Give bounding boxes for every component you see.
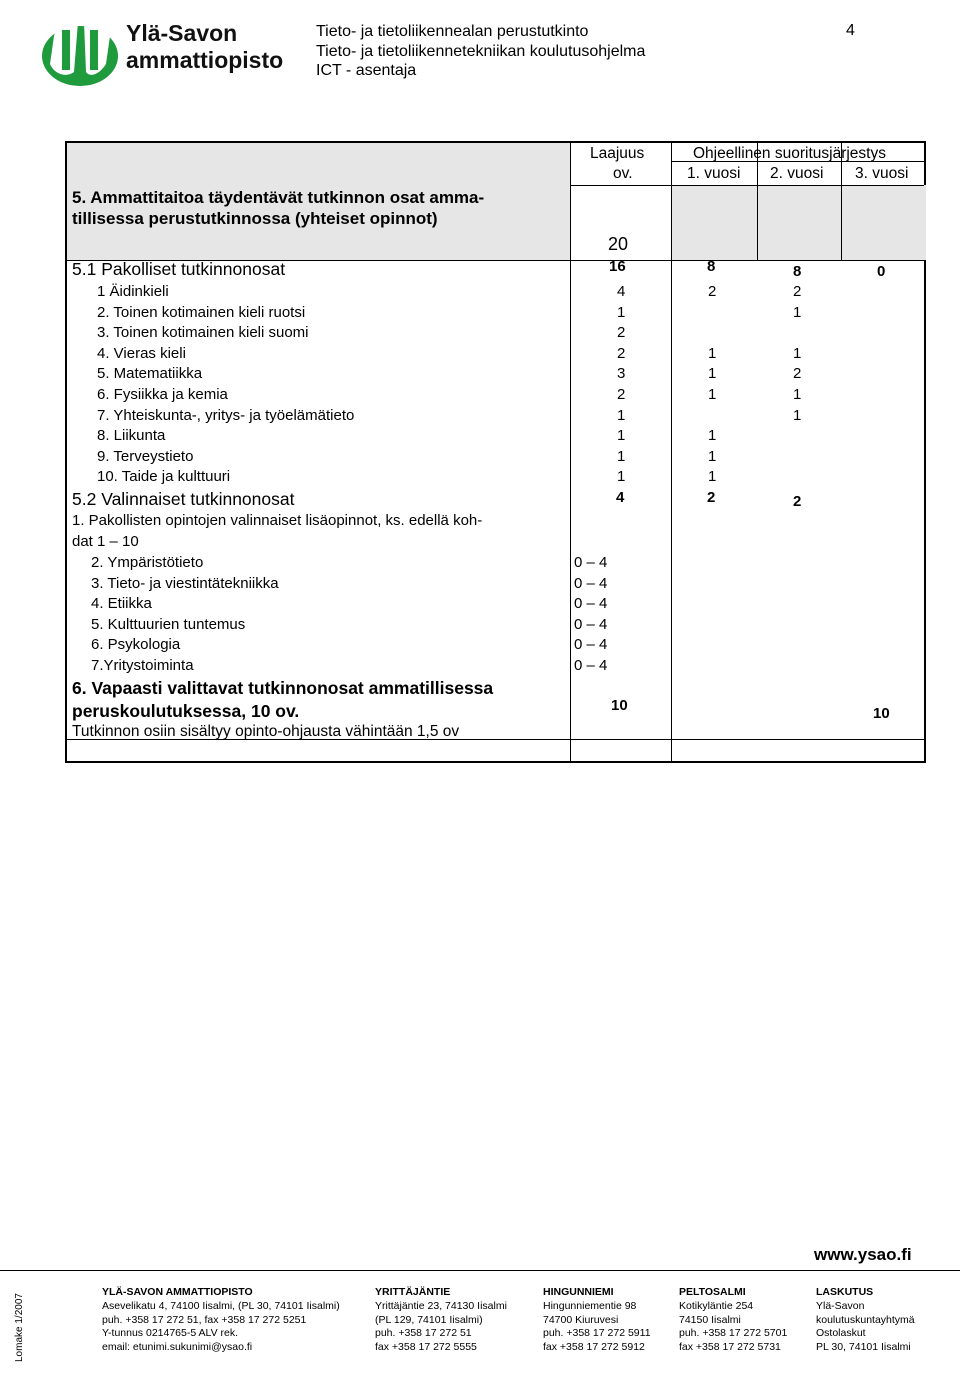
subject-name: 4. Vieras kieli xyxy=(97,344,186,362)
logo-emblem-icon xyxy=(40,12,124,96)
footer-column-line: 74150 Iisalmi xyxy=(679,1313,741,1326)
guidance-note: Tutkinnon osiin sisältyy opinto-ohjausta vähintään 1,5 ov xyxy=(72,723,460,740)
subject-name: 8. Liikunta xyxy=(97,427,166,445)
elective-name: 6. Psykologia xyxy=(91,636,181,654)
subject-year2: 2 xyxy=(793,365,802,383)
subject-year2: 1 xyxy=(793,386,802,403)
section-6-title xyxy=(72,677,493,723)
header-title: ICT - asentaja xyxy=(316,62,417,79)
footer-column-line: koulutuskuntayhtymä xyxy=(816,1313,915,1326)
subject-year2: 1 xyxy=(793,344,802,362)
elective-name: 7.Yritystoiminta xyxy=(91,657,194,674)
footer-column-line: Asevelikatu 4, 74100 Iisalmi, (PL 30, 74101 Iisalmi) xyxy=(102,1299,340,1312)
elective-range: 0 – 4 xyxy=(574,595,608,613)
footer-column-line: puh. +358 17 272 5701 xyxy=(679,1327,788,1340)
logo-line-2: ammattiopisto xyxy=(126,47,284,73)
subject-name: 10. Taide ja kulttuuri xyxy=(97,468,231,486)
footer-column xyxy=(543,1286,651,1355)
section-52-first-item-line1: 1. Pakollisten opintojen valinnaiset lisäopinnot, ks. edellä koh- xyxy=(72,512,483,529)
col-ov-header: ov. xyxy=(613,165,633,182)
subject-laajuus: 1 xyxy=(617,303,626,321)
subject-laajuus: 1 xyxy=(617,447,626,465)
footer-column xyxy=(816,1286,915,1355)
footer-column-line: fax +358 17 272 5555 xyxy=(375,1341,477,1354)
section-52-first-item-line2: dat 1 – 10 xyxy=(72,533,139,550)
footer-column-line: puh. +358 17 272 51 xyxy=(375,1327,472,1340)
col-laajuus-header: Laajuus xyxy=(590,145,645,162)
section-6-title-line1: 6. Vapaasti valittavat tutkinnonosat ammatillisessa xyxy=(72,678,494,698)
subject-year2: 1 xyxy=(793,303,802,321)
study-plan-table xyxy=(65,141,926,763)
document-header xyxy=(316,22,645,81)
footer-column-heading: PELTOSALMI xyxy=(679,1286,746,1298)
section-5-title-line2: tillisessa perustutkinnossa (yhteiset opinnot) xyxy=(72,209,438,228)
subject-laajuus: 1 xyxy=(617,406,626,424)
footer-column xyxy=(102,1286,340,1355)
subject-year1: 1 xyxy=(708,468,717,486)
section-51-title: 5.1 Pakolliset tutkinnonosat xyxy=(72,259,286,279)
footer-column xyxy=(679,1286,787,1355)
subject-year1: 1 xyxy=(708,344,717,362)
subject-year1: 1 xyxy=(708,447,717,465)
footer-column-line: Hingunniementie 98 xyxy=(543,1299,637,1312)
footer-column-line: puh. +358 17 272 5911 xyxy=(543,1327,651,1340)
footer-column-line: email: etunimi.sukunimi@ysao.fi xyxy=(102,1341,253,1354)
subject-name: 5. Matematiikka xyxy=(97,365,203,383)
footer-column-heading: LASKUTUS xyxy=(816,1286,874,1298)
section-52-title: 5.2 Valinnaiset tutkinnonosat xyxy=(72,489,295,509)
subject-name: 7. Yhteiskunta-, yritys- ja työelämätieto xyxy=(97,406,355,424)
section-51-year2: 8 xyxy=(793,263,802,280)
col-order-header: Ohjeellinen suoritusjärjestys xyxy=(693,145,886,162)
elective-range: 0 – 4 xyxy=(574,636,608,654)
subject-laajuus: 3 xyxy=(617,365,626,383)
subject-name: 9. Terveystieto xyxy=(97,447,194,465)
website-url[interactable]: www.ysao.fi xyxy=(814,1245,912,1264)
subject-name: 3. Toinen kotimainen kieli suomi xyxy=(97,324,309,342)
footer-column-line: puh. +358 17 272 51, fax +358 17 272 5251 xyxy=(102,1313,307,1326)
section-6-title-line2: peruskoulutuksessa, 10 ov. xyxy=(72,701,300,721)
header-program: Tieto- ja tietoliikennetekniikan koulutusohjelma xyxy=(316,42,646,60)
subject-year1: 1 xyxy=(708,386,717,403)
col-year1-header: 1. vuosi xyxy=(687,165,741,182)
footer-column-heading: YRITTÄJÄNTIE xyxy=(375,1286,451,1298)
section-6-laajuus: 10 xyxy=(611,697,628,714)
subject-name: 2. Toinen kotimainen kieli ruotsi xyxy=(97,303,306,321)
subject-year1: 1 xyxy=(708,427,717,445)
footer-column-line: Y-tunnus 0214765-5 ALV rek. xyxy=(102,1327,239,1340)
footer-column xyxy=(375,1286,507,1355)
school-logo xyxy=(40,12,302,96)
subject-name: 6. Fysiikka ja kemia xyxy=(97,386,228,403)
section-51-laajuus: 16 xyxy=(609,258,626,275)
footer-column-line: fax +358 17 272 5731 xyxy=(679,1341,781,1354)
footer-column-heading: YLÄ-SAVON AMMATTIOPISTO xyxy=(102,1286,253,1298)
footer-column-line: PL 30, 74101 Iisalmi xyxy=(816,1341,911,1354)
section-5-title-line1: 5. Ammattitaitoa täydentävät tutkinnon osat amma- xyxy=(72,188,485,207)
subject-laajuus: 2 xyxy=(617,386,626,403)
elective-range: 0 – 4 xyxy=(574,657,608,674)
page-number: 4 xyxy=(846,22,855,39)
elective-name: 3. Tieto- ja viestintätekniikka xyxy=(91,574,279,592)
col-year2-header: 2. vuosi xyxy=(770,165,824,182)
section-51-year3: 0 xyxy=(877,263,886,280)
footer-column-heading: HINGUNNIEMI xyxy=(543,1286,614,1298)
section-52-year1: 2 xyxy=(707,489,716,506)
col-year3-header: 3. vuosi xyxy=(855,165,909,182)
footer-column-line: fax +358 17 272 5912 xyxy=(543,1341,645,1354)
subject-laajuus: 1 xyxy=(617,427,626,445)
elective-name: 2. Ympäristötieto xyxy=(91,554,204,571)
section-5-laajuus: 20 xyxy=(608,234,629,254)
subject-year1: 2 xyxy=(708,283,717,300)
section-6-year3: 10 xyxy=(873,705,890,722)
elective-range: 0 – 4 xyxy=(574,615,608,633)
section-52-year2: 2 xyxy=(793,493,802,510)
header-degree: Tieto- ja tietoliikennealan perustutkinto xyxy=(316,23,589,40)
elective-range: 0 – 4 xyxy=(574,574,608,592)
subject-laajuus: 2 xyxy=(617,344,626,362)
section-51-year1: 8 xyxy=(707,258,716,275)
elective-range: 0 – 4 xyxy=(574,554,608,571)
subject-laajuus: 4 xyxy=(617,283,626,300)
subject-name: 1 Äidinkieli xyxy=(97,283,169,300)
subject-year2: 2 xyxy=(793,283,802,300)
footer-divider xyxy=(0,1270,960,1271)
subject-laajuus: 2 xyxy=(617,324,626,342)
logo-line-1: Ylä-Savon xyxy=(126,20,238,46)
footer-column-line: (PL 129, 74101 Iisalmi) xyxy=(375,1313,483,1326)
footer-column-line: Kotikyläntie 254 xyxy=(679,1299,754,1312)
subject-laajuus: 1 xyxy=(617,468,626,486)
subject-year2: 1 xyxy=(793,406,802,424)
footer-column-line: Ylä-Savon xyxy=(816,1299,865,1312)
subject-year1: 1 xyxy=(708,365,717,383)
footer-column-line: 74700 Kiuruvesi xyxy=(543,1313,619,1326)
section-5-title xyxy=(72,187,484,229)
elective-name: 4. Etiikka xyxy=(91,595,152,613)
footer-column-line: Ostolaskut xyxy=(816,1327,866,1340)
section-52-first-item xyxy=(72,512,482,551)
elective-name: 5. Kulttuurien tuntemus xyxy=(91,615,246,633)
form-id: Lomake 1/2007 xyxy=(14,1293,25,1362)
section-52-laajuus: 4 xyxy=(616,489,625,506)
footer-column-line: Yrittäjäntie 23, 74130 Iisalmi xyxy=(375,1299,507,1312)
